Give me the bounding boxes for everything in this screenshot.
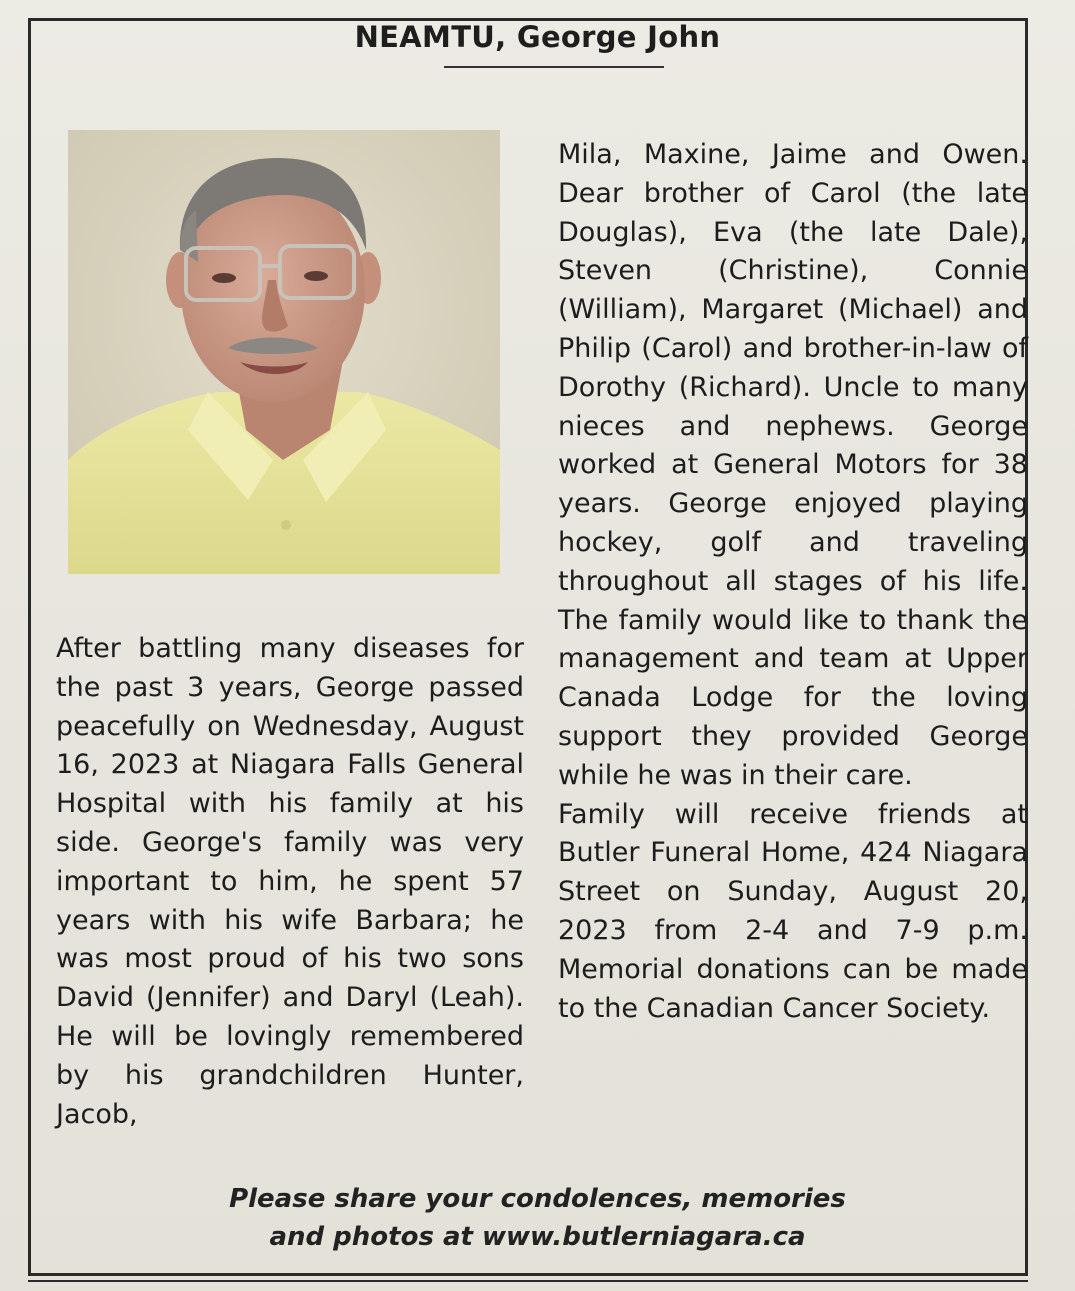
obituary-paragraph: After battling many diseases for the past 3 years, George passed peacefully on Wednesday, August 16, 2023 at Niagara Falls General Hospital with his family at his side. George's family was very important to him, he spent 57 years with his wife Barbara; he was most proud of his two sons David (Jennifer) and Daryl (Leah). He will be lovingly remembered by his grandchildren Hunter, Jacob, — [56, 633, 524, 1130]
portrait-photo — [68, 130, 500, 574]
obituary-paragraph-visitation: Family will receive friends at Butler Funeral Home, 424 Niagara Street on Sunday, August 20, 2023 from 2-4 and 7-9 p.m. Memorial donations can be made to the Canadian Cancer Society. — [558, 798, 1028, 1024]
condolence-line-2: and photos at www.butlerniagara.ca — [269, 1222, 806, 1252]
title-underline — [444, 66, 664, 68]
condolence-line-1: Please share your condolences, memories — [229, 1184, 846, 1214]
obituary-column-right — [558, 136, 1028, 1028]
obituary-title: NEAMTU, George John — [354, 20, 721, 54]
obituary-paragraph-family: Mila, Maxine, Jaime and Owen. Dear brother of Carol (the late Douglas), Eva (the late Dale), Steven (Christine), Connie (William), Margaret (Michael) and Philip (Carol) and brother-in-law of Dorothy (Richard). Uncle to many nieces and nephews. George worked at General Motors for 38 years. George enjoyed playing hockey, golf and traveling throughout all stages of his life. The family would like to thank the management and team at Upper Canada Lodge for the loving support they provided George while he was in their care. — [558, 139, 1028, 791]
condolence-note — [0, 1180, 1075, 1256]
bottom-rule — [28, 1280, 1028, 1282]
obituary-column-left — [56, 630, 524, 1134]
portrait-image — [68, 130, 500, 574]
